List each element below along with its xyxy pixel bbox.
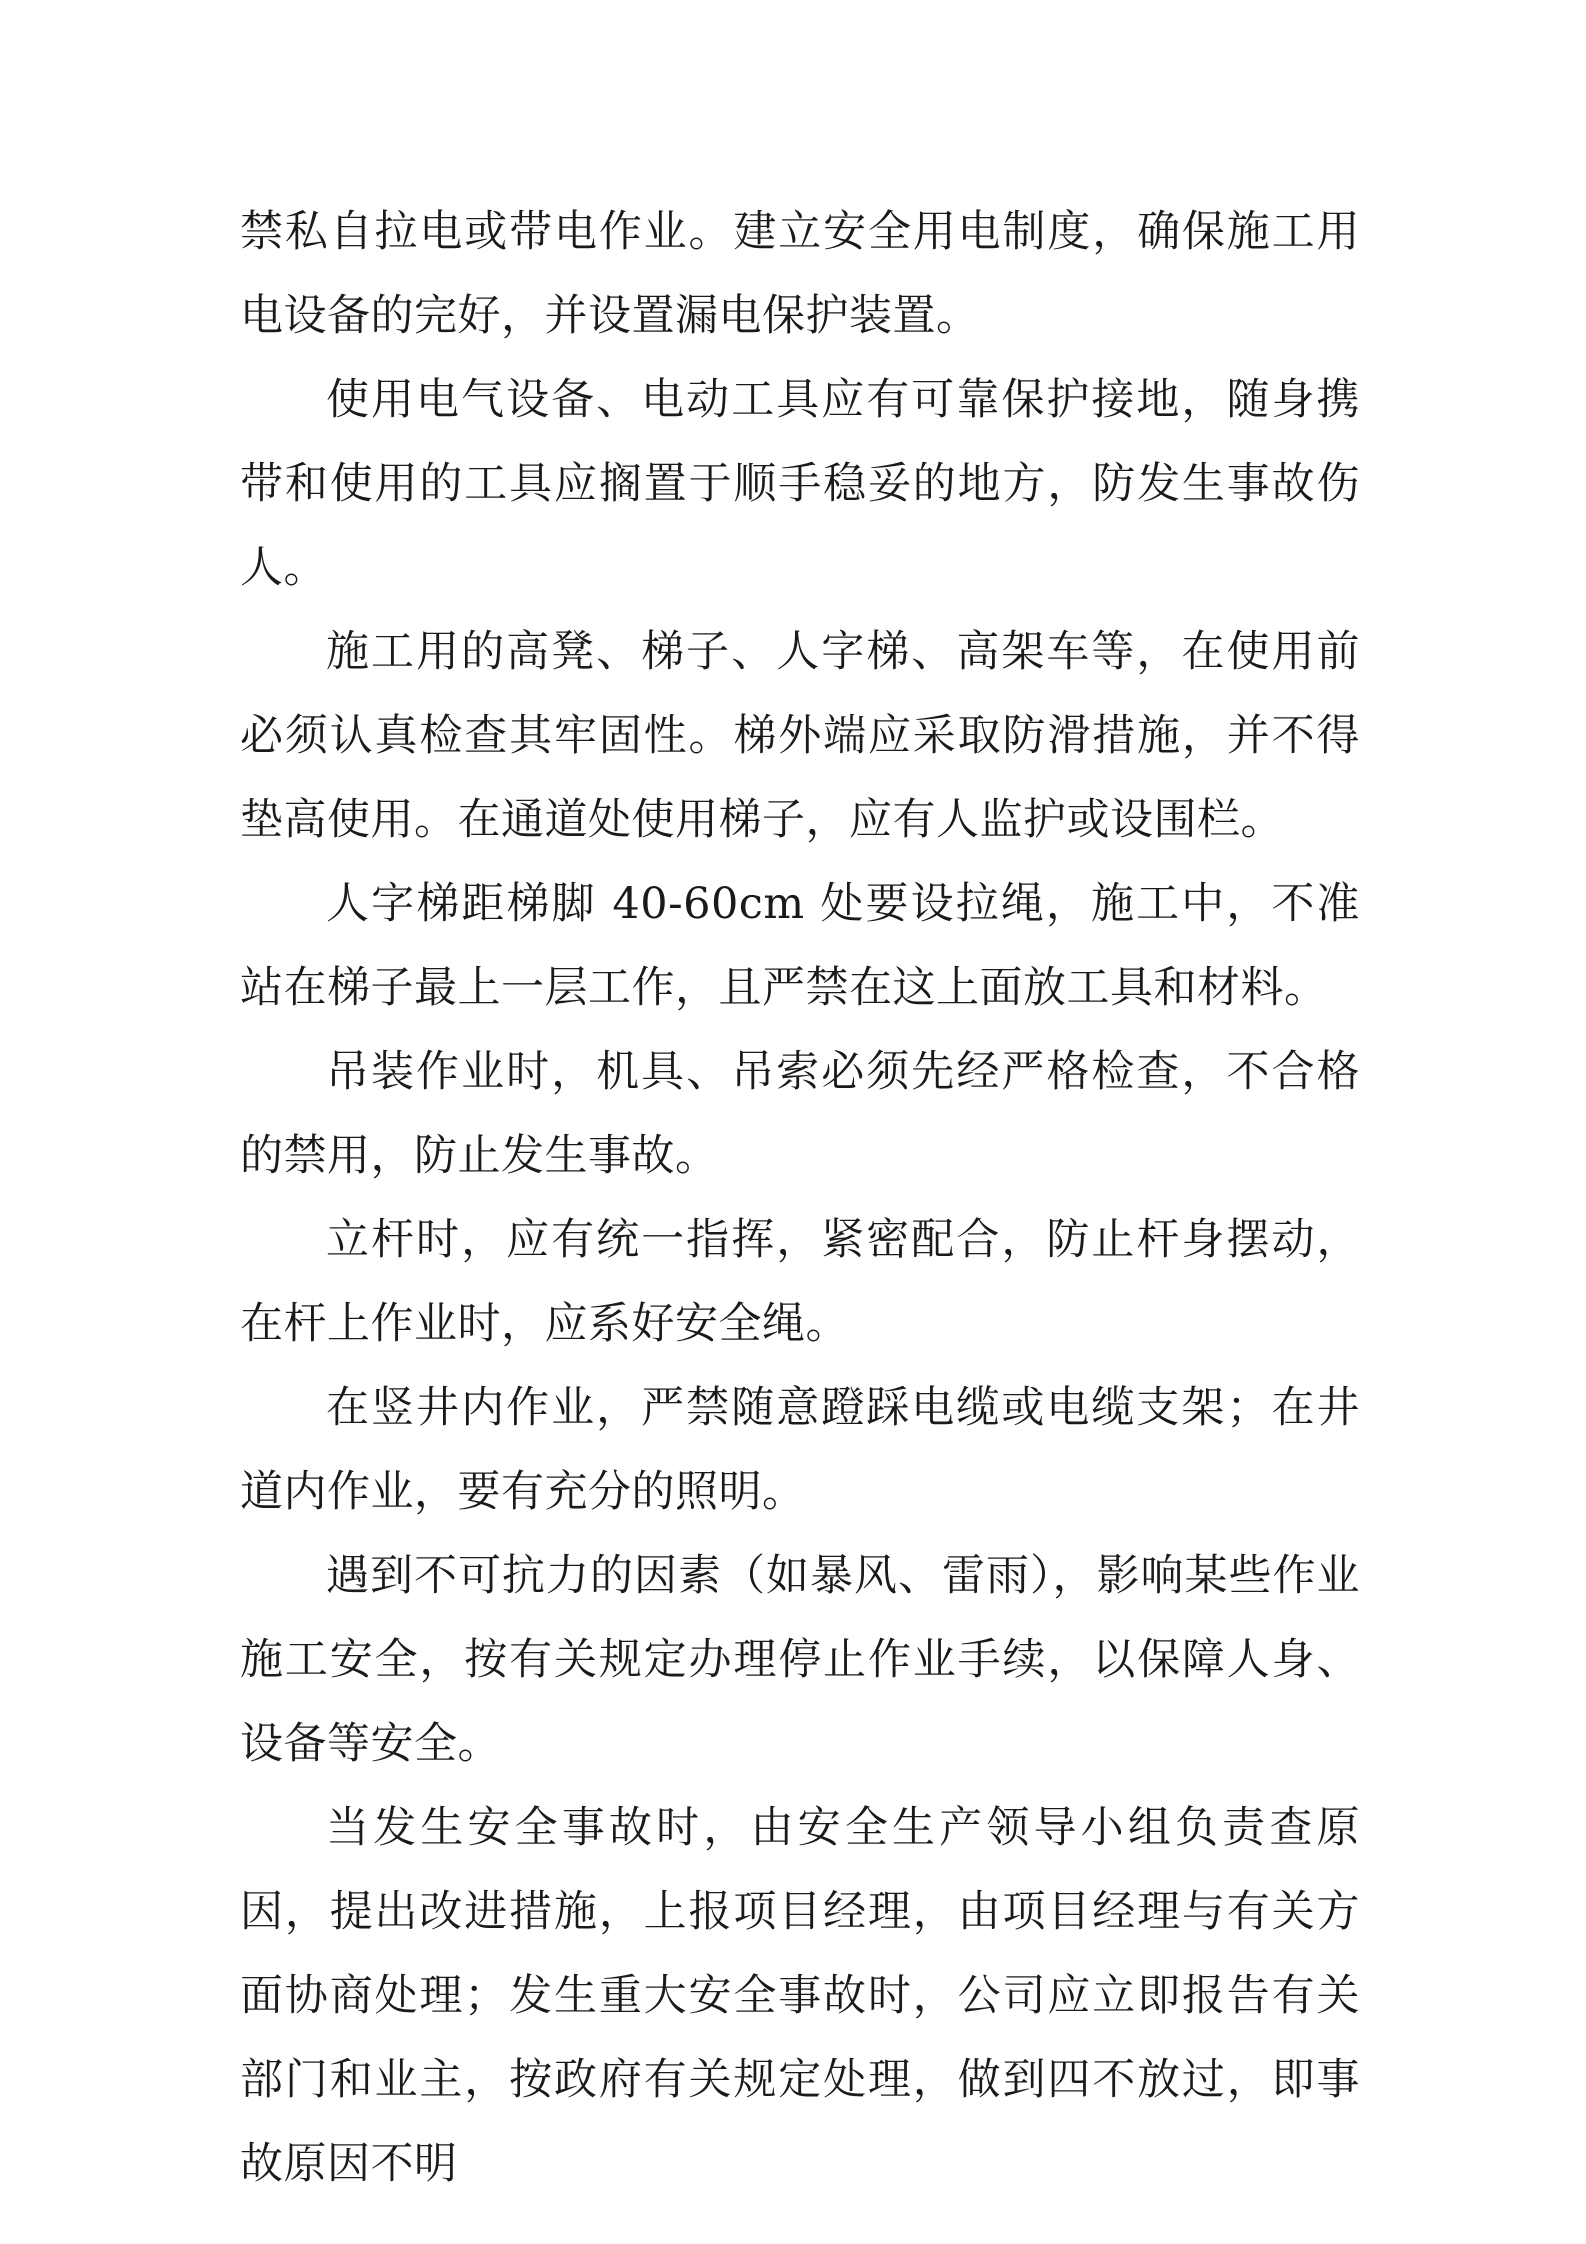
paragraph-1: 禁私自拉电或带电作业。建立安全用电制度，确保施工用电设备的完好，并设置漏电保护装置。 [240,207,1360,341]
paragraph-2: 使用电气设备、电动工具应有可靠保护接地，随身携带和使用的工具应搁置于顺手稳妥的地方，防发生事故伤人。 [240,375,1360,593]
document-body [240,190,1360,2206]
paragraph-6: 立杆时，应有统一指挥，紧密配合，防止杆身摆动，在杆上作业时，应系好安全绳。 [240,1215,1360,1349]
paragraph-4: 人字梯距梯脚 40-60cm 处要设拉绳，施工中，不准站在梯子最上一层工作，且严禁在这上面放工具和材料。 [240,879,1360,1013]
paragraph-8: 遇到不可抗力的因素（如暴风、雷雨），影响某些作业施工安全，按有关规定办理停止作业手续，以保障人身、设备等安全。 [240,1551,1360,1769]
paragraph-5: 吊装作业时，机具、吊索必须先经严格检查，不合格的禁用，防止发生事故。 [240,1047,1360,1181]
paragraph-9: 当发生安全事故时，由安全生产领导小组负责查原因，提出改进措施，上报项目经理，由项目经理与有关方面协商处理；发生重大安全事故时，公司应立即报告有关部门和业主，按政府有关规定处理，做到四不放过，即事故原因不明 [240,1803,1360,2189]
paragraph-3: 施工用的高凳、梯子、人字梯、高架车等，在使用前必须认真检查其牢固性。梯外端应采取防滑措施，并不得垫高使用。在通道处使用梯子，应有人监护或设围栏。 [240,627,1360,845]
paragraph-7: 在竖井内作业，严禁随意蹬踩电缆或电缆支架；在井道内作业，要有充分的照明。 [240,1383,1360,1517]
